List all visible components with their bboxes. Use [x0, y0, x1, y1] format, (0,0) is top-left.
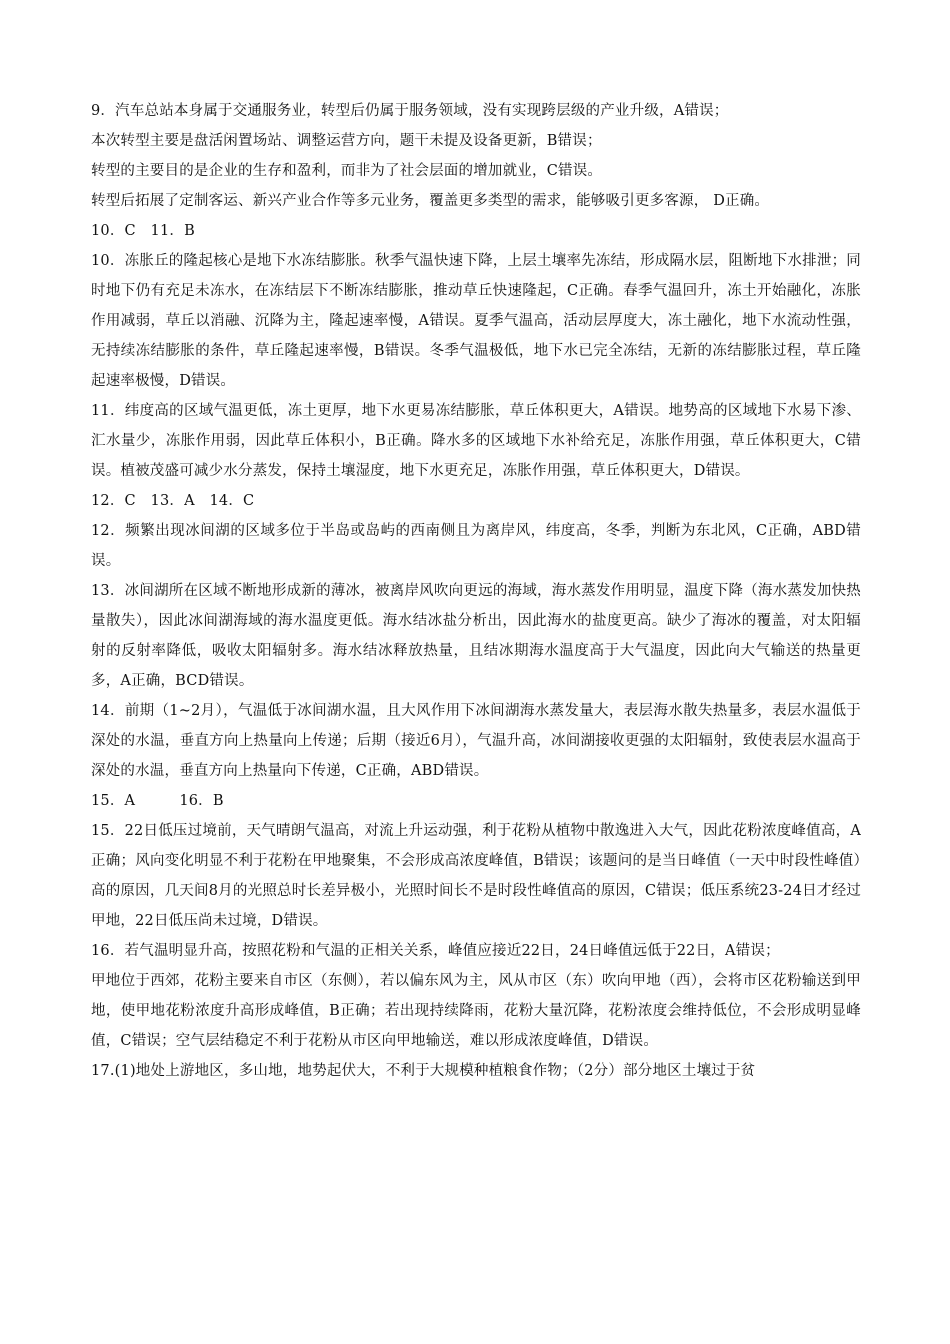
paragraph-q9-a: 9．汽车总站本身属于交通服务业，转型后仍属于服务领域，没有实现跨层级的产业升级，A错误；	[91, 103, 729, 119]
paragraph-q9-c: 转型的主要目的是企业的生存和盈利，而非为了社会层面的增加就业，C错误。	[91, 163, 603, 179]
paragraph-q16-a: 16．若气温明显升高，按照花粉和气温的正相关关系，峰值应接近22日，24日峰值远低于22日，A错误；	[91, 943, 780, 959]
paragraph-q17: 17.(1)地处上游地区，多山地，地势起伏大，不利于大规模种植粮食作物；（2分）部分地区土壤过于贫	[91, 1063, 756, 1079]
paragraph-q12: 12．频繁出现冰间湖的区域多位于半岛或岛屿的西南侧且为离岸风，纬度高，冬季，判断为东北风，C正确，ABD错误。	[91, 523, 861, 569]
paragraph-q10: 10．冻胀丘的隆起核心是地下水冻结膨胀。秋季气温快速下降，上层土壤率先冻结，形成隔水层，阻断地下水排泄；同时地下仍有充足未冻水，在冻结层下不断冻结膨胀，推动草丘快速隆起，C正确。春季气温回升，冻土开始融化，冻胀作用减弱，草丘以消融、沉降为主，隆起速率慢，A错误。夏季气温高，活动层厚度大，冻土融化，地下水流动性强，无持续冻结膨胀的条件，草丘隆起速率慢，B错误。冬季气温极低，地下水已完全冻结，无新的冻结膨胀过程，草丘隆起速率极慢，D错误。	[91, 253, 861, 389]
paragraph-q9-b: 本次转型主要是盘活闲置场站、调整运营方向，题干未提及设备更新，B错误；	[91, 133, 602, 149]
answer-key-12-14: 12．C 13．A 14．C	[91, 493, 255, 509]
answer-key-15-16: 15．A 16．B	[91, 793, 224, 809]
answer-explanations	[91, 96, 861, 1086]
paragraph-q15: 15．22日低压过境前，天气晴朗气温高，对流上升运动强，利于花粉从植物中散逸进入大气，因此花粉浓度峰值高，A正确；风向变化明显不利于花粉在甲地聚集，不会形成高浓度峰值，B错误；该题问的是当日峰值（一天中时段性峰值）高的原因，几天间8月的光照总时长差异极小，光照时间长不是时段性峰值高的原因，C错误；低压系统23-24日才经过甲地，22日低压尚未过境，D错误。	[91, 823, 861, 929]
paragraph-q13: 13．冰间湖所在区域不断地形成新的薄冰，被离岸风吹向更远的海域，海水蒸发作用明显，温度下降（海水蒸发加快热量散失），因此冰间湖海域的海水温度更低。海水结冰盐分析出，因此海水的盐度更高。缺少了海冰的覆盖，对太阳辐射的反射率降低，吸收太阳辐射多。海水结冰释放热量，且结冰期海水温度高于大气温度，因此向大气输送的热量更多，A正确，BCD错误。	[91, 583, 861, 689]
paragraph-q9-d: 转型后拓展了定制客运、新兴产业合作等多元业务，覆盖更多类型的需求，能够吸引更多客源， D正确。	[91, 193, 770, 209]
paragraph-q16-b: 甲地位于西郊，花粉主要来自市区（东侧），若以偏东风为主，风从市区（东）吹向甲地（西），会将市区花粉输送到甲地，使甲地花粉浓度升高形成峰值，B正确；若出现持续降雨，花粉大量沉降，花粉浓度会维持低位，不会形成明显峰值，C错误；空气层结稳定不利于花粉从市区向甲地输送，难以形成浓度峰值，D错误。	[91, 973, 861, 1049]
answer-key-10-11: 10．C 11．B	[91, 223, 195, 239]
paragraph-q11: 11．纬度高的区域气温更低，冻土更厚，地下水更易冻结膨胀，草丘体积更大，A错误。地势高的区域地下水易下渗、汇水量少，冻胀作用弱，因此草丘体积小，B正确。降水多的区域地下水补给充足，冻胀作用强，草丘体积更大，C错误。植被茂盛可减少水分蒸发，保持土壤湿度，地下水更充足，冻胀作用强，草丘体积更大，D错误。	[91, 403, 861, 479]
paragraph-q14: 14．前期（1~2月），气温低于冰间湖水温，且大风作用下冰间湖海水蒸发量大，表层海水散失热量多，表层水温低于深处的水温，垂直方向上热量向上传递；后期（接近6月），气温升高，冰间湖接收更强的太阳辐射，致使表层水温高于深处的水温，垂直方向上热量向下传递，C正确，ABD错误。	[91, 703, 861, 779]
